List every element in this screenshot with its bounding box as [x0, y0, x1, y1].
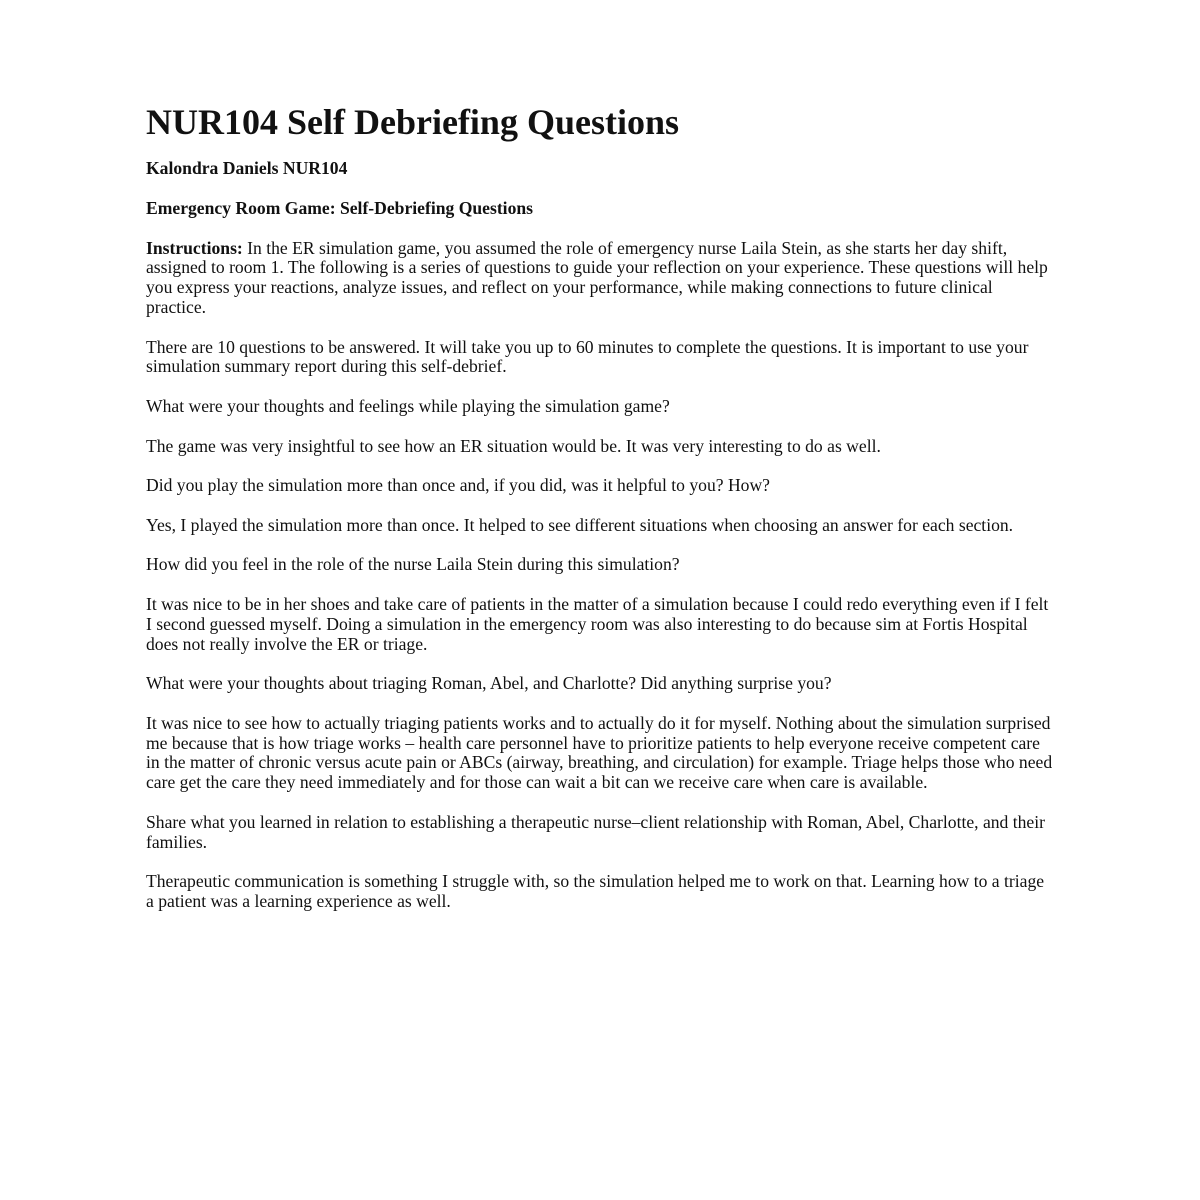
question-4: What were your thoughts about triaging Roman, Abel, and Charlotte? Did anything surprise you? — [146, 673, 832, 694]
question-3: How did you feel in the role of the nurse Laila Stein during this simulation? — [146, 554, 680, 575]
answer-1: The game was very insightful to see how an ER situation would be. It was very interesting to do as well. — [146, 435, 881, 456]
question-1: What were your thoughts and feelings while playing the simulation game? — [146, 395, 670, 416]
answer-4: It was nice to see how to actually triaging patients works and to actually do it for myself. Nothing about the simulation surprised me because that is how triage works – health care personnel have to prioritize patients to help everyone receive competent care in the matter of chronic versus acute pain or ABCs (airway, breathing, and circulation) for example. Triage helps those who need care get the care they need immediately and for those can wait a bit can we receive care when care is available. — [146, 712, 1053, 793]
instructions-label: Instructions: — [146, 237, 243, 258]
answer-3: It was nice to be in her shoes and take care of patients in the matter of a simulation because I could redo everything even if I felt I second guessed myself. Doing a simulation in the emergency room was also interesting to do because sim at Fortis Hospital does not really involve the ER or triage. — [146, 593, 1049, 654]
document-page — [146, 100, 1056, 931]
answer-5: Therapeutic communication is something I struggle with, so the simulation helped me to work on that. Learning how to a triage a patient was a learning experience as well. — [146, 871, 1045, 911]
document-subtitle: Emergency Room Game: Self-Debriefing Questions — [146, 197, 533, 218]
question-2: Did you play the simulation more than once and, if you did, was it helpful to you? How? — [146, 475, 770, 496]
author-line: Kalondra Daniels NUR104 — [146, 158, 348, 178]
document-title: NUR104 Self Debriefing Questions — [146, 102, 679, 142]
question-5: Share what you learned in relation to establishing a therapeutic nurse–client relationship with Roman, Abel, Charlotte, and their families. — [146, 811, 1045, 852]
answer-2: Yes, I played the simulation more than once. It helped to see different situations when choosing an answer for each section. — [146, 514, 1014, 535]
instructions-paragraph — [146, 239, 1056, 318]
overview-paragraph: There are 10 questions to be answered. It will take you up to 60 minutes to complete the questions. It is important to use your simulation summary report during this self-debrief. — [146, 336, 1029, 377]
instructions-text: In the ER simulation game, you assumed the role of emergency nurse Laila Stein, as she starts her day shift, assigned to room 1. The following is a series of questions to guide your reflection on your experience. These questions will help you express your reactions, analyze issues, and reflect on your performance, while making connections to future clinical practice. — [146, 237, 1048, 317]
